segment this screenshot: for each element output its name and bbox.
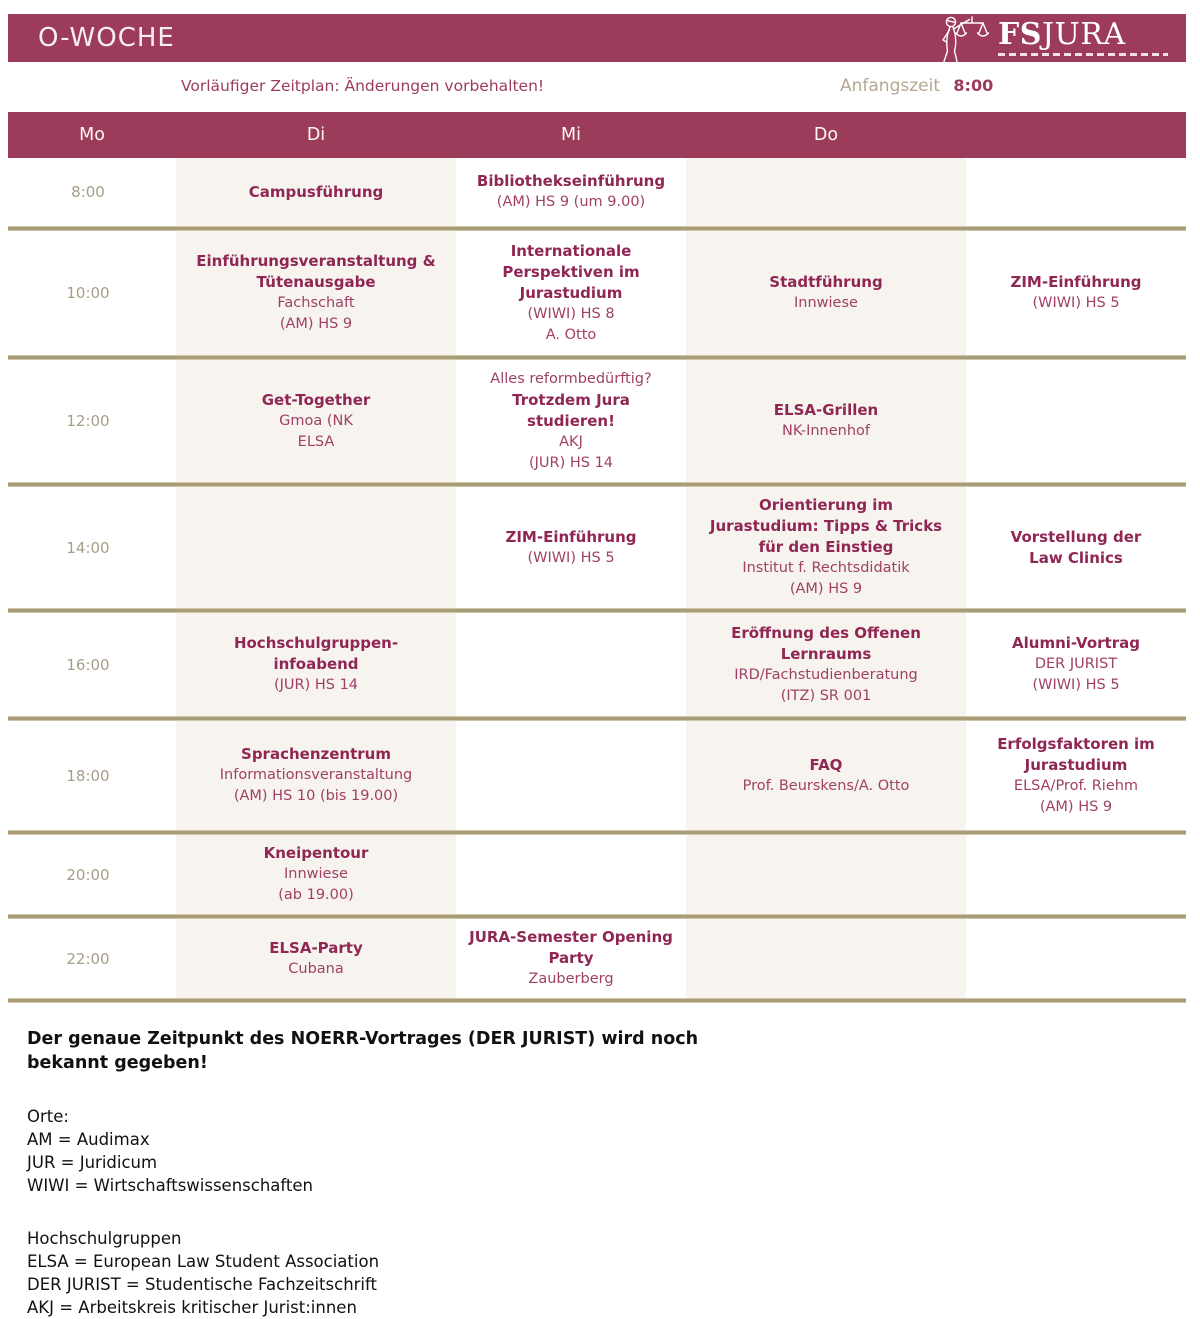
event-title: FAQ (809, 755, 843, 774)
page-title: O-WOCHE (38, 23, 175, 53)
event-cell-mo (176, 487, 456, 608)
event-cell-di (456, 231, 686, 355)
start-time (840, 76, 993, 96)
event-title: Jurastudium: Tipps & Tricks (709, 517, 943, 535)
event-cell-di (456, 487, 686, 608)
event-title: Internationale (510, 241, 632, 260)
event-title: Stadtführung (769, 273, 883, 291)
event-cell-do (966, 919, 1186, 998)
event-title: Erfolgsfaktoren im (997, 734, 1155, 753)
event-cell-mo (176, 721, 456, 830)
schedule-body (0, 158, 1186, 1003)
event-title: ELSA-Grillen (773, 401, 879, 419)
event-title: Jurastudium (1024, 755, 1128, 774)
event-cell-mi (686, 158, 966, 226)
start-time-label: Anfangszeit (840, 76, 940, 96)
event-cell-mo (176, 919, 456, 998)
event-title: Eröffnung des Offenen (731, 623, 921, 642)
time-label: 16:00 (66, 655, 110, 674)
event-cell-di (456, 721, 686, 830)
legend-gruppen-heading: Hochschulgruppen (27, 1229, 182, 1248)
event-cell-mo (176, 613, 456, 716)
event-detail: (WIWI) HS 5 (1032, 295, 1120, 311)
event-cell-do (966, 721, 1186, 830)
event-cell-mo (176, 360, 456, 482)
provisional-notice: Vorläufiger Zeitplan: Änderungen vorbehalten! (181, 77, 545, 95)
justitia-scales-icon (936, 14, 992, 62)
logo-text-jura: JURA (1041, 17, 1126, 52)
event-title: Party (548, 949, 594, 967)
event-cell-di (456, 613, 686, 716)
event-title: Hochschulgruppen- (233, 634, 399, 652)
event-cell-di (456, 835, 686, 914)
schedule-row-1600 (0, 613, 1186, 716)
day-header-di: Di (306, 125, 326, 145)
event-title: Bibliothekseinführung (476, 172, 666, 190)
event-detail: (ITZ) SR 001 (780, 687, 872, 704)
event-title: studieren! (527, 411, 615, 430)
event-detail: Gmoa (NK (279, 412, 353, 429)
event-cell-mo (176, 231, 456, 355)
schedule-row-1400 (0, 487, 1186, 608)
event-detail: ELSA/Prof. Riehm (1013, 777, 1139, 794)
event-detail: Innwiese (284, 866, 348, 882)
schedule-row-1000 (0, 231, 1186, 355)
event-detail: (JUR) HS 14 (528, 454, 614, 471)
time-label: 18:00 (66, 766, 110, 785)
event-detail: (AM) HS 10 (bis 19.00) (233, 788, 399, 804)
time-label: 14:00 (66, 538, 110, 557)
event-title: Kneipentour (263, 844, 369, 862)
event-detail: (WIWI) HS 5 (1032, 677, 1120, 693)
title-bar (8, 14, 1186, 62)
fsjura-logo (936, 14, 1168, 62)
day-header-mi: Mi (561, 125, 581, 145)
event-cell-di (456, 360, 686, 482)
legend-gruppen-items (27, 1250, 1160, 1319)
event-title: Orientierung im (758, 496, 894, 514)
schedule-row-2000 (0, 835, 1186, 914)
event-detail: Fachschaft (277, 295, 355, 311)
event-cell-mi (686, 919, 966, 998)
start-time-value: 8:00 (953, 76, 994, 95)
event-title: Law Clinics (1029, 548, 1123, 567)
event-title: Sprachenzentrum (241, 745, 391, 763)
schedule-row-800 (0, 158, 1186, 226)
event-detail: (JUR) HS 14 (273, 677, 359, 693)
event-cell-do (966, 158, 1186, 226)
event-cell-mi (686, 721, 966, 830)
noerr-notice (27, 1027, 1160, 1075)
event-cell-mi (686, 613, 966, 716)
legend-gruppen-item: AKJ = Arbeitskreis kritischer Jurist:innen (27, 1298, 357, 1317)
legend-orte (27, 1105, 1160, 1197)
legend-orte-items (27, 1128, 1160, 1197)
event-detail: Institut f. Rechtsdidatik (742, 560, 910, 576)
event-cell-mi (686, 835, 966, 914)
event-title: Einführungsveranstaltung & (196, 252, 436, 270)
legend-orte-item: WIWI = Wirtschaftswissenschaften (27, 1176, 314, 1195)
logo-text (998, 17, 1168, 56)
schedule-row-2200 (0, 919, 1186, 998)
event-cell-mo (176, 835, 456, 914)
event-detail: NK-Innenhof (782, 423, 870, 439)
event-cell-do (966, 487, 1186, 608)
event-cell-mi (686, 360, 966, 482)
event-detail: Innwiese (794, 295, 858, 311)
event-cell-do (966, 613, 1186, 716)
event-detail: Zauberberg (528, 971, 614, 987)
event-title: Trotzdem Jura (512, 390, 630, 409)
event-detail: ELSA (297, 433, 335, 450)
noerr-notice-line: Der genaue Zeitpunkt des NOERR-Vortrages (DER JURIST) wird noch (27, 1029, 699, 1049)
event-cell-do (966, 231, 1186, 355)
event-detail: (WIWI) HS 5 (527, 549, 615, 566)
event-detail: (AM) HS 9 (279, 316, 353, 332)
event-title: Lernraums (780, 644, 872, 663)
event-detail: (AM) HS 9 (789, 581, 863, 597)
event-title: Campusführung (248, 182, 384, 201)
time-label: 8:00 (71, 183, 105, 201)
event-cell-do (966, 835, 1186, 914)
event-detail: Cubana (288, 960, 344, 977)
event-title: ZIM-Einführung (1010, 273, 1142, 291)
event-detail: IRD/Fachstudienberatung (734, 666, 918, 683)
event-title: Perspektiven im (502, 262, 640, 281)
time-label: 20:00 (66, 865, 110, 884)
legend-orte-item: JUR = Juridicum (27, 1153, 158, 1172)
day-header-row (8, 112, 1186, 158)
event-detail: A. Otto (545, 326, 597, 343)
event-detail: (ab 19.00) (278, 887, 354, 903)
event-detail: (AM) HS 9 (um 9.00) (496, 194, 646, 210)
event-title: Get-Together (261, 390, 371, 409)
schedule-row-1800 (0, 721, 1186, 830)
event-title: Tütenausgabe (256, 273, 376, 291)
event-title: ELSA-Party (269, 938, 363, 957)
legend-orte-heading: Orte: (27, 1107, 69, 1126)
schedule-row-1200 (0, 360, 1186, 482)
event-cell-di (456, 158, 686, 226)
event-detail: DER JURIST (1034, 656, 1118, 672)
event-detail: Alles reformbedürftig? (490, 370, 652, 387)
event-title: Alumni-Vortrag (1012, 634, 1140, 652)
event-cell-di (456, 919, 686, 998)
event-title: JURA-Semester Opening (469, 928, 673, 946)
day-header-do: Do (813, 125, 839, 145)
event-title: infoabend (273, 655, 359, 673)
logo-tagline-decoration (998, 53, 1168, 56)
event-cell-mi (686, 487, 966, 608)
event-cell-do (966, 360, 1186, 482)
event-detail: Informationsveranstaltung (219, 767, 413, 783)
event-title: Vorstellung der (1010, 527, 1142, 546)
time-label: 12:00 (66, 412, 110, 430)
subheader (0, 62, 1200, 112)
event-title: Jurastudium (519, 283, 623, 302)
event-cell-mi (686, 231, 966, 355)
event-detail: Prof. Beurskens/A. Otto (742, 777, 910, 794)
event-detail: (WIWI) HS 8 (527, 305, 615, 322)
event-detail: (AM) HS 9 (1039, 798, 1113, 815)
time-label: 22:00 (66, 949, 110, 968)
legend-gruppen-item: DER JURIST = Studentische Fachzeitschrift (27, 1275, 378, 1294)
legend-gruppen-item: ELSA = European Law Student Association (27, 1252, 380, 1271)
event-detail: AKJ (559, 433, 583, 450)
legend-orte-item: AM = Audimax (27, 1130, 150, 1149)
event-title: für den Einstieg (758, 538, 894, 556)
time-label: 10:00 (66, 284, 110, 302)
legend-gruppen (27, 1227, 1160, 1319)
noerr-notice-line: bekannt gegeben! (27, 1053, 208, 1073)
event-title: ZIM-Einführung (505, 527, 637, 546)
day-header-mo: Mo (79, 125, 105, 145)
event-cell-mo (176, 158, 456, 226)
logo-text-fs: FS (998, 17, 1042, 52)
